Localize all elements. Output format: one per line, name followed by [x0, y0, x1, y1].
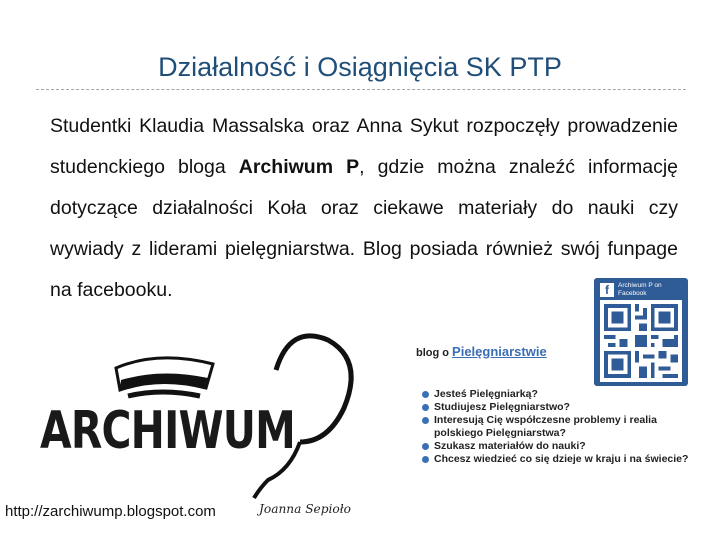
- facebook-icon: f: [600, 283, 614, 297]
- promo-heading: [416, 344, 547, 359]
- body-text-part2: , gdzie można znaleźć informację dotyczące działalności Koła oraz ciekawe materiały do nauki czy wywiady z liderami pielęgniarstwa. Blog posiada również swój funpage na facebooku.: [50, 156, 678, 301]
- nurse-cap-icon: [116, 358, 213, 396]
- body-paragraph: [50, 106, 678, 311]
- signature-text: Joanna Sepioło: [255, 502, 351, 516]
- facebook-qr-badge: [594, 278, 688, 386]
- body-text-part1: Studentki Klaudia Massalska oraz Anna Sykut rozpoczęły prowadzenie studenckiego bloga: [50, 115, 678, 178]
- promo-item: Jesteś Pielęgniarką?: [422, 388, 692, 401]
- promo-item: Szukasz materiałów do nauki?: [422, 440, 692, 453]
- blog-url: http://zarchiwump.blogspot.com: [5, 503, 216, 520]
- promo-item: Interesują Cię współczesne problemy i realia polskiego Pielęgniarstwa?: [422, 414, 692, 440]
- slide-title: Działalność i Osiągnięcia SK PTP: [158, 52, 562, 82]
- promo-item: Chcesz wiedzieć co się dzieje w kraju i na świecie?: [422, 453, 692, 466]
- promo-prefix: blog o: [416, 347, 453, 359]
- qr-code-icon: [600, 300, 682, 382]
- facebook-caption: Archiwum P on Facebook: [618, 282, 662, 297]
- promo-item: Studiujesz Pielęgniarstwo?: [422, 401, 692, 414]
- logo-text: ARCHIWUM: [40, 401, 295, 461]
- promo-brand: Pielęgniarstwie: [452, 344, 547, 359]
- promo-list: [422, 388, 692, 466]
- signature: [255, 492, 360, 522]
- blog-name: Archiwum P: [238, 156, 360, 178]
- title-divider: [36, 89, 686, 90]
